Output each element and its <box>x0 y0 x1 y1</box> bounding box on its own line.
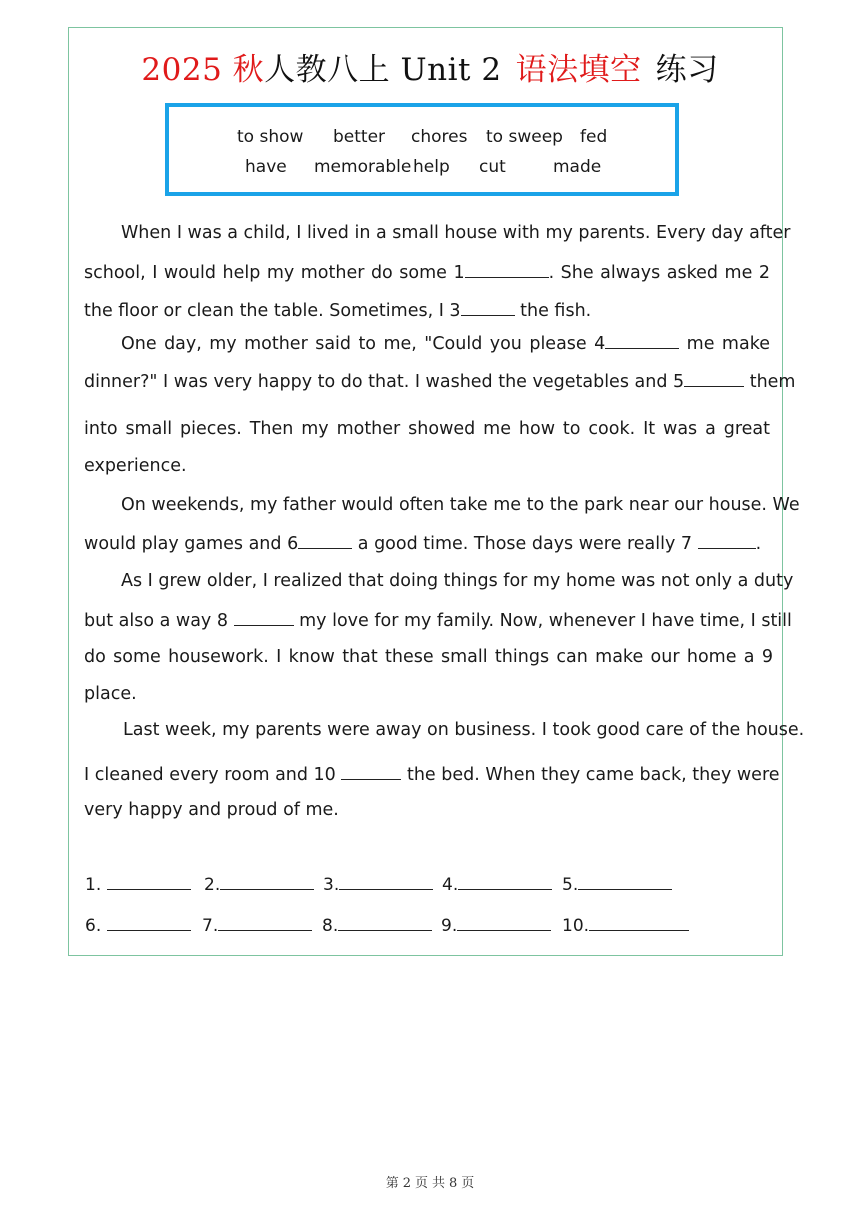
answer-slot[interactable]: 6. <box>85 914 191 936</box>
word-bank-item: have <box>245 157 287 177</box>
text-line: One day, my mother said to me, "Could you please 4 me make <box>121 334 770 354</box>
answer-slot[interactable]: 1. <box>85 873 191 895</box>
blank-6[interactable] <box>298 532 352 549</box>
text-line: I cleaned every room and 10 the bed. When they came back, they were <box>84 765 780 785</box>
text-line: into small pieces. Then my mother showed me how to cook. It was a great <box>84 419 770 439</box>
blank-1[interactable] <box>465 261 549 278</box>
answer-slot[interactable]: 10. <box>562 914 689 936</box>
page-title <box>0 44 860 89</box>
text-line: place. <box>84 684 137 704</box>
blank-8[interactable] <box>234 609 294 626</box>
answer-slot[interactable]: 4. <box>442 873 552 895</box>
title-year: 2025 秋 <box>141 52 265 88</box>
answer-slot[interactable]: 3. <box>323 873 433 895</box>
text-line: very happy and proud of me. <box>84 800 339 820</box>
blank-3[interactable] <box>461 299 515 316</box>
text-line: Last week, my parents were away on business. I took good care of the house. <box>123 720 805 740</box>
blank-10[interactable] <box>341 763 401 780</box>
text-line: do some housework. I know that these small things can make our home a 9 <box>84 647 773 667</box>
text-line: On weekends, my father would often take me to the park near our house. We <box>121 495 800 515</box>
answer-slot[interactable]: 8. <box>322 914 432 936</box>
word-bank-item: chores <box>411 127 468 147</box>
page-number-footer: 第 2 页 共 8 页 <box>385 1176 475 1191</box>
text-line: would play games and 6 a good time. Those days were really 7 . <box>84 534 762 554</box>
blank-4[interactable] <box>605 332 679 349</box>
text-line: dinner?" I was very happy to do that. I washed the vegetables and 5 them <box>84 372 796 392</box>
text-line: experience. <box>84 456 187 476</box>
word-bank-item: fed <box>580 127 608 147</box>
title-topic: 语法填空 <box>515 52 642 88</box>
word-bank-item: help <box>413 157 450 177</box>
text-line: but also a way 8 my love for my family. Now, whenever I have time, I still <box>84 611 792 631</box>
text-line: When I was a child, I lived in a small house with my parents. Every day after <box>121 223 791 243</box>
text-line: school, I would help my mother do some 1 . She always asked me 2 <box>84 263 770 283</box>
word-bank-item: to show <box>237 127 304 147</box>
word-bank-box <box>165 103 679 196</box>
text-line: the floor or clean the table. Sometimes, I 3 the fish. <box>84 301 592 321</box>
answer-slot[interactable]: 9. <box>441 914 551 936</box>
word-bank-item: better <box>333 127 386 147</box>
answer-slot[interactable]: 5. <box>562 873 672 895</box>
title-book: 人教八上 Unit 2 <box>264 52 502 88</box>
word-bank-item: cut <box>479 157 506 177</box>
total-pages: 8 <box>449 1176 458 1191</box>
current-page: 2 <box>402 1176 411 1191</box>
answer-slot[interactable]: 7. <box>202 914 312 936</box>
blank-5[interactable] <box>684 370 744 387</box>
title-exercise: 练习 <box>655 52 719 88</box>
answer-slot[interactable]: 2. <box>204 873 314 895</box>
word-bank-item: made <box>553 157 602 177</box>
word-bank-item: to sweep <box>486 127 563 147</box>
blank-7[interactable] <box>698 532 756 549</box>
word-bank-item: memorable <box>314 157 412 177</box>
text-line: As I grew older, I realized that doing things for my home was not only a duty <box>121 571 794 591</box>
